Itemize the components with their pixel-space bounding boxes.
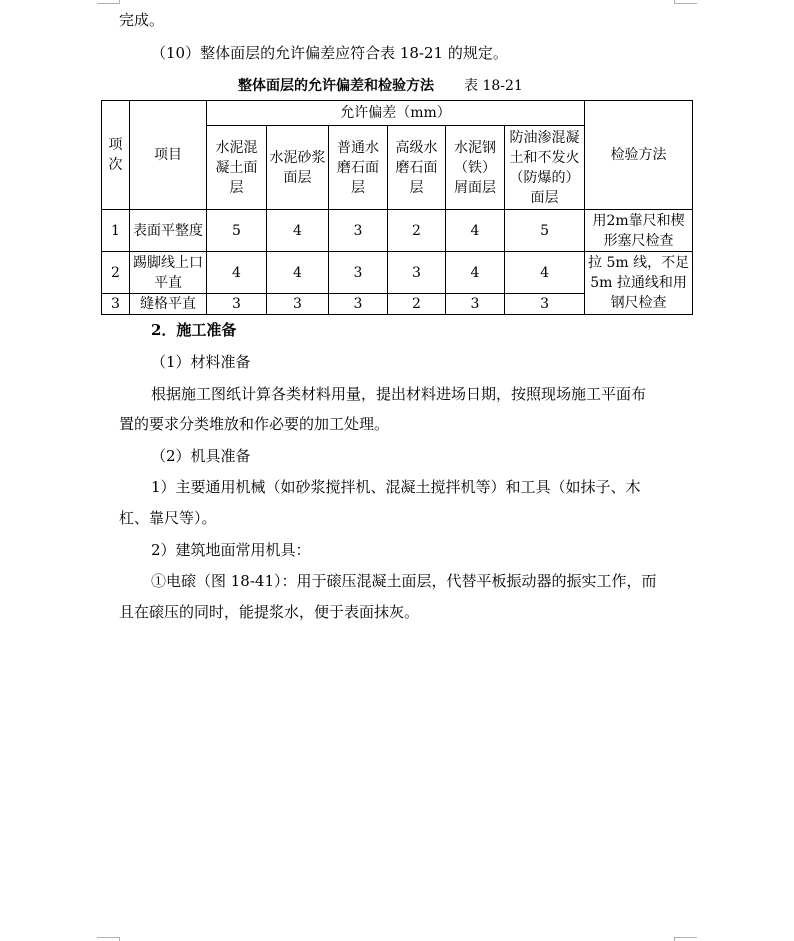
row-item: 踢脚线上口平直 <box>130 252 207 294</box>
row-method-merged: 拉 5m 线，不足 5m 拉通线和用钢尺检查 <box>585 252 693 315</box>
header-seq: 项次 <box>102 101 130 210</box>
row-value: 2 <box>388 294 446 315</box>
row-value: 3 <box>329 252 388 294</box>
row-value: 3 <box>207 294 267 315</box>
row-value: 5 <box>207 210 267 252</box>
tolerance-table <box>101 100 693 315</box>
paragraph-materials-line1: 根据施工图纸计算各类材料用量，提出材料进场日期，按照现场施工平面布 <box>151 385 647 403</box>
corner-mark-bottom-right <box>674 937 697 941</box>
header-col-6: 防油渗混凝土和不发火（防爆的）面层 <box>505 126 585 210</box>
paragraph-completion: 完成。 <box>119 11 165 29</box>
header-col-4: 高级水磨石面层 <box>388 126 446 210</box>
table-number: 表 18-21 <box>464 78 523 94</box>
header-tolerance-group: 允许偏差（mm） <box>207 101 585 126</box>
row-item: 缝格平直 <box>130 294 207 315</box>
row-value: 3 <box>267 294 329 315</box>
corner-mark-top-right <box>674 0 697 4</box>
row-value: 4 <box>267 210 329 252</box>
header-col-5: 水泥钢（铁）屑面层 <box>446 126 505 210</box>
table-row <box>102 252 693 294</box>
row-value: 5 <box>505 210 585 252</box>
corner-mark-top-left <box>97 0 120 4</box>
row-value: 3 <box>505 294 585 315</box>
row-value: 4 <box>446 252 505 294</box>
table-caption-title: 整体面层的允许偏差和检验方法 <box>238 78 434 94</box>
row-seq: 1 <box>102 210 130 252</box>
subheading-tools: （2）机具准备 <box>151 447 251 465</box>
paragraph-tools-line1: 1）主要通用机械（如砂浆搅拌机、混凝土搅拌机等）和工具（如抹子、木 <box>151 478 641 496</box>
row-value: 4 <box>446 210 505 252</box>
table-caption <box>238 75 523 95</box>
paragraph-roller-line2: 且在磙压的同时，能提浆水，便于表面抹灰。 <box>119 603 420 621</box>
paragraph-item-10: （10）整体面层的允许偏差应符合表 18-21 的规定。 <box>151 44 508 62</box>
row-method: 用2m靠尺和楔形塞尺检查 <box>585 210 693 252</box>
paragraph-roller-line1: ①电磙（图 18-41）：用于磙压混凝土面层，代替平板振动器的振实工作，而 <box>151 572 657 590</box>
paragraph-tools-line2: 杠、靠尺等）。 <box>119 509 217 527</box>
corner-mark-bottom-left <box>97 937 120 941</box>
row-value: 2 <box>388 210 446 252</box>
header-col-3: 普通水磨石面层 <box>329 126 388 210</box>
paragraph-common-tools: 2）建筑地面常用机具： <box>151 541 311 559</box>
row-seq: 2 <box>102 252 130 294</box>
table-row <box>102 210 693 252</box>
subheading-materials: （1）材料准备 <box>151 353 251 371</box>
row-seq: 3 <box>102 294 130 315</box>
section-heading-construction-prep: 2．施工准备 <box>151 321 237 339</box>
row-value: 4 <box>267 252 329 294</box>
paragraph-materials-line2: 置的要求分类堆放和作必要的加工处理。 <box>119 415 390 433</box>
header-method: 检验方法 <box>585 101 693 210</box>
header-col-2: 水泥砂浆面层 <box>267 126 329 210</box>
row-value: 3 <box>329 294 388 315</box>
row-value: 4 <box>505 252 585 294</box>
row-value: 3 <box>329 210 388 252</box>
header-item: 项目 <box>130 101 207 210</box>
row-value: 3 <box>446 294 505 315</box>
row-value: 3 <box>388 252 446 294</box>
row-item: 表面平整度 <box>130 210 207 252</box>
row-value: 4 <box>207 252 267 294</box>
header-col-1: 水泥混凝土面层 <box>207 126 267 210</box>
table-header-row <box>102 101 693 126</box>
